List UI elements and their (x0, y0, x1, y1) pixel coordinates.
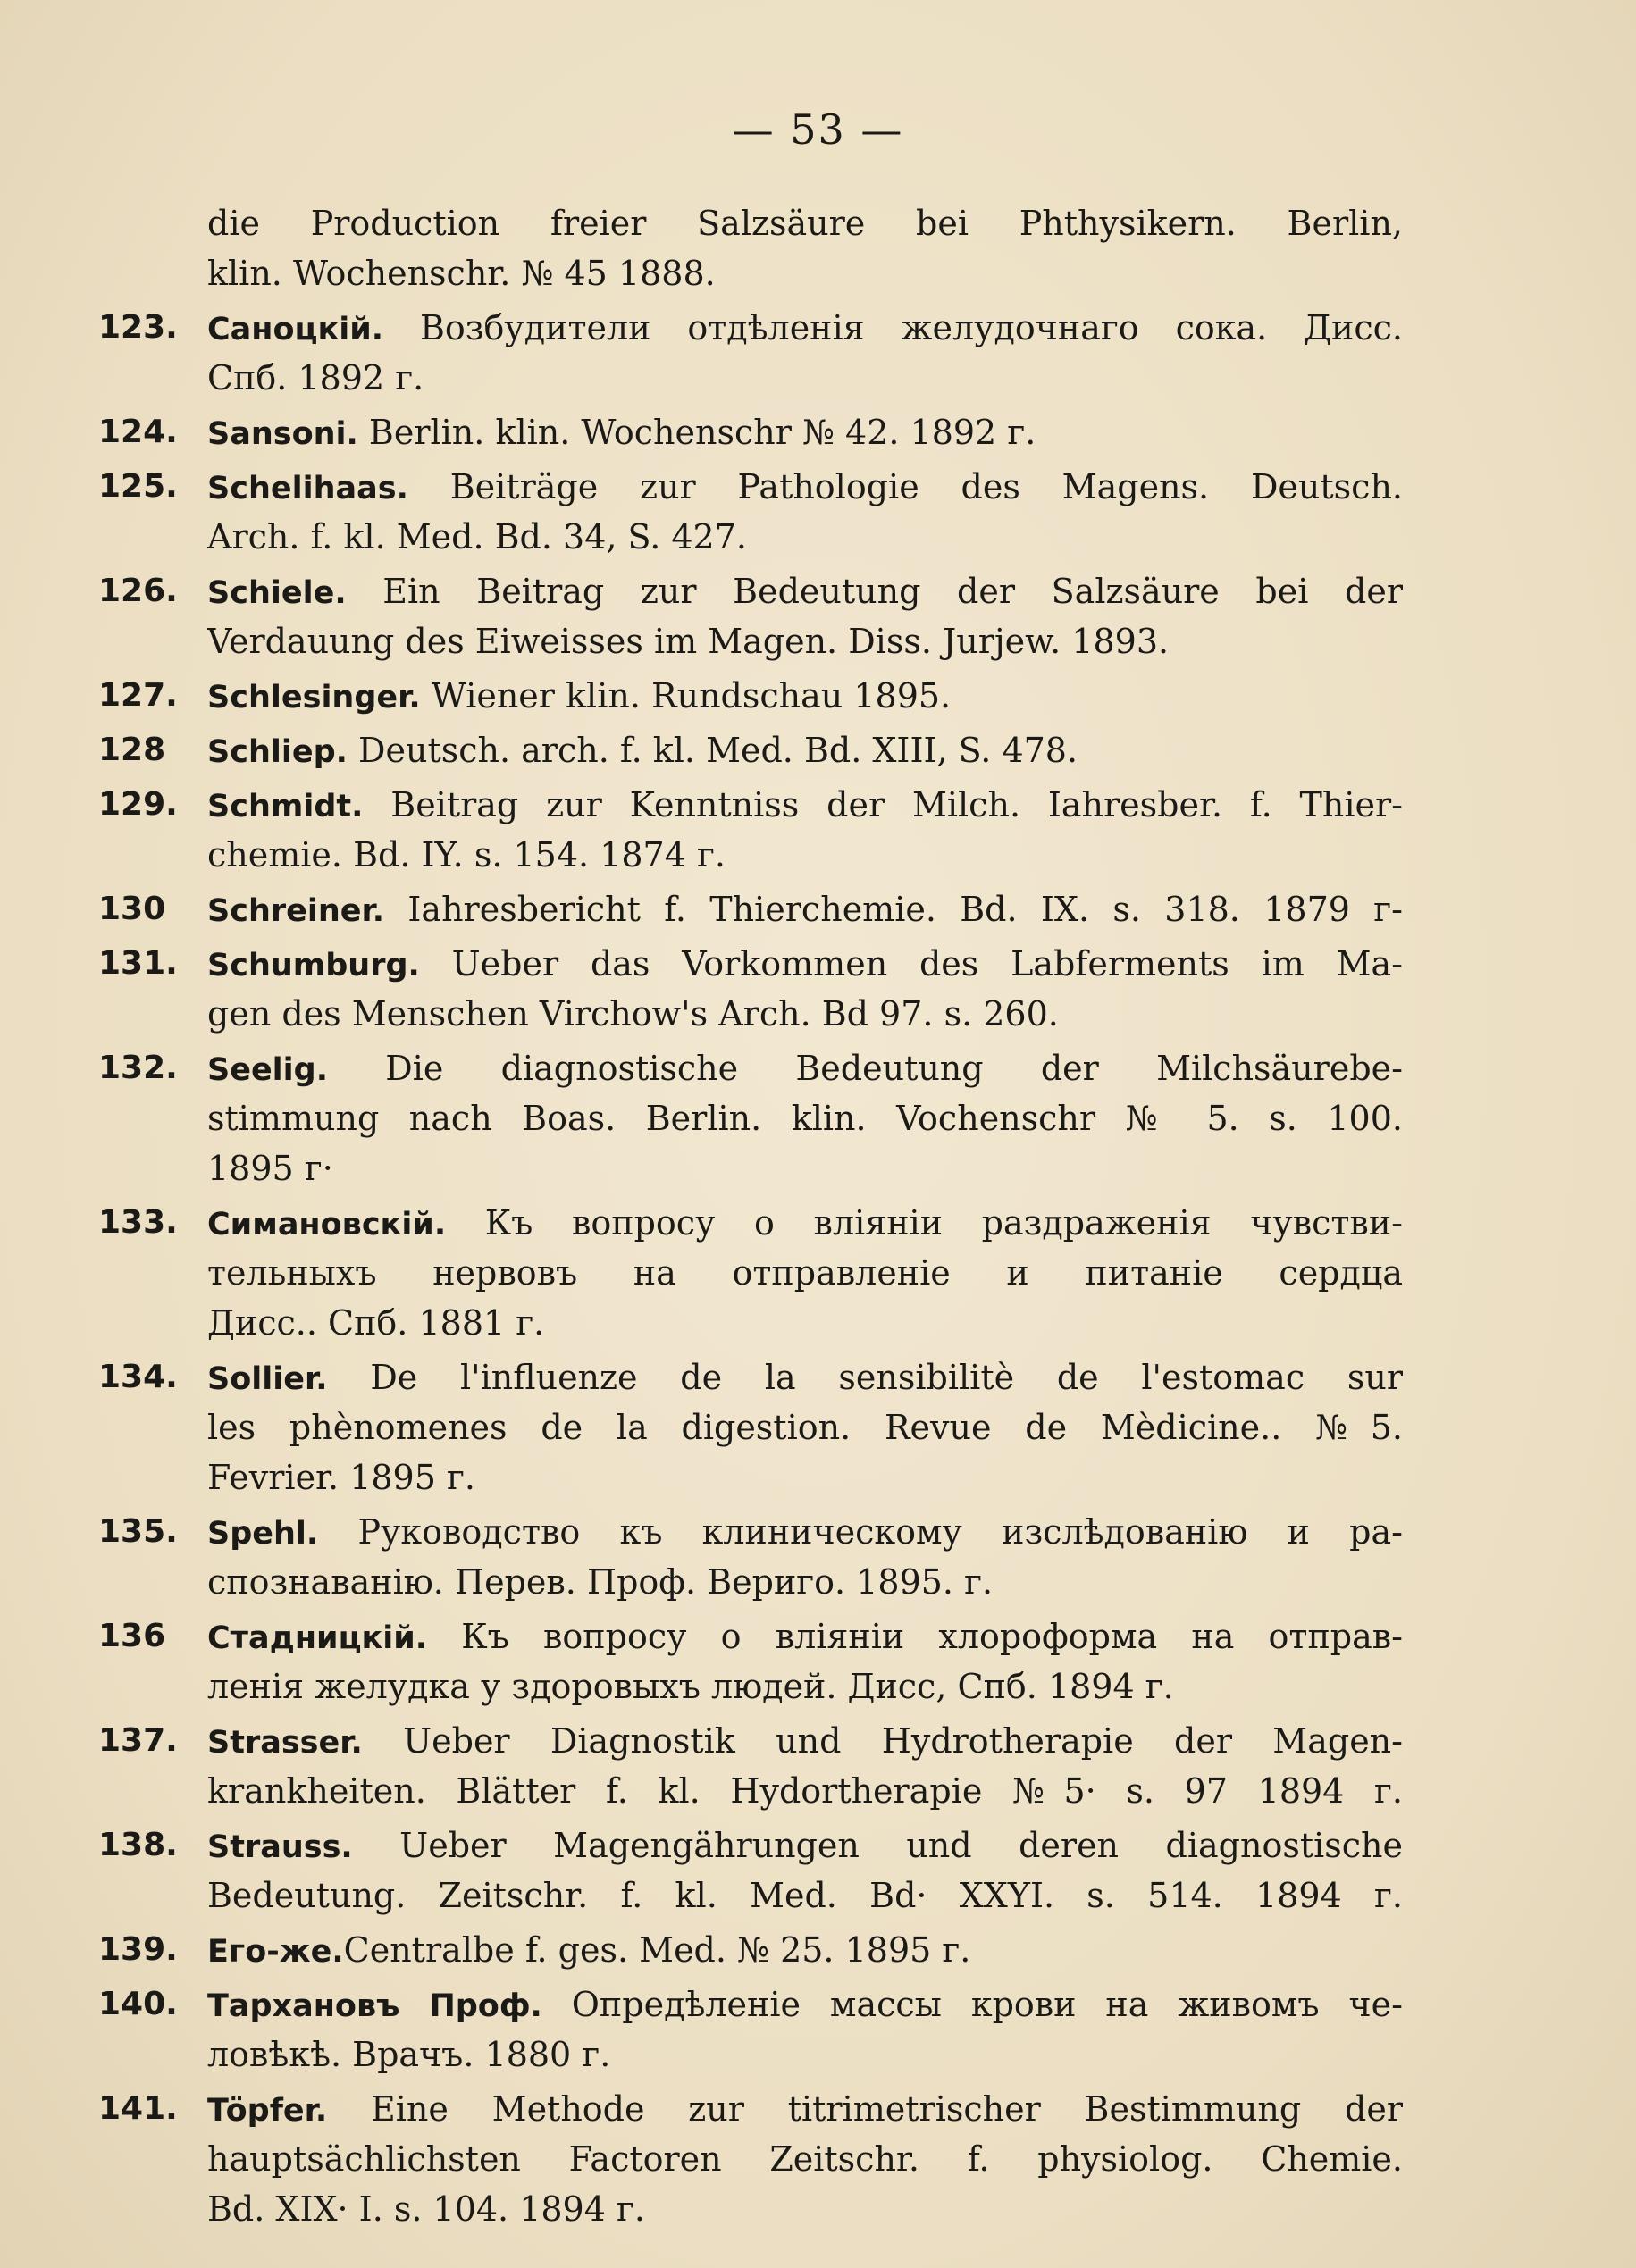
entry-line (207, 1557, 1403, 1607)
entry-line (207, 1766, 1403, 1816)
entry-line-text: Спб. 1892 г. (207, 358, 424, 398)
entry-number: 128 (98, 732, 166, 768)
entry-line (207, 1925, 1403, 1975)
entry-line-text: Bd. XIX· I. s. 104. 1894 г. (207, 2189, 645, 2229)
bibliography-entry (98, 1716, 1403, 1816)
entry-line-text: Къ вопросу о вліяніи хлороформа на отправ- (427, 1617, 1403, 1656)
entry-line-text: Berlin. klin. Wochenschr № 42. 1892 г. (357, 413, 1036, 452)
entry-line (207, 2134, 1403, 2184)
entry-line-text: stimmung nach Boas. Berlin. klin. Vochenschr № 5. s. 100. (207, 1099, 1403, 1138)
entry-line-text: gen des Menschen Virchow's Arch. Bd 97. s. 260. (207, 994, 1059, 1034)
entry-line (207, 1298, 1403, 1348)
entry-line-text: krankheiten. Blätter f. kl. Hydortherapie №5· s. 97 1894 г. (207, 1771, 1403, 1811)
entry-line (207, 616, 1403, 666)
entry-number: 140. (98, 1986, 178, 2022)
entry-text (207, 884, 1403, 934)
entry-line-text: 1895 г· (207, 1149, 333, 1188)
entry-number: 138. (98, 1827, 178, 1863)
entry-line-text: Beitrag zur Kenntniss der Milch. Iahresber. f. Thier- (363, 785, 1403, 824)
entry-text (207, 1198, 1403, 1348)
entry-text (207, 725, 1403, 775)
entry-line-text: Verdauung des Eiweisses im Magen. Diss. Jurjew. 1893. (207, 622, 1170, 661)
entry-line-text: Ueber das Vorkommen des Labferments im Ma- (419, 944, 1403, 983)
bibliography-entry (98, 939, 1403, 1039)
bibliography-entry (98, 725, 1403, 775)
entry-line-text: Дисс.. Спб. 1881 г. (207, 1303, 545, 1343)
entry-line (207, 884, 1403, 934)
entry-line (207, 1143, 1403, 1193)
entry-line (207, 1870, 1403, 1921)
entry-author: Strasser. (207, 1725, 363, 1761)
entry-line (207, 353, 1403, 403)
entry-line-text: Къ вопросу о вліяніи раздраженія чувстви- (446, 1203, 1403, 1243)
entry-author: Его-же. (207, 1934, 344, 1970)
entry-text (207, 462, 1403, 562)
entry-author: Тархановъ Проф. (207, 1988, 542, 2024)
bibliography-entry (98, 1611, 1403, 1711)
entry-line-text: Centralbe f. ges. Med. № 25. 1895 г. (343, 1930, 971, 1970)
entry-line-text: Deutsch. arch. f. kl. Med. Bd. XIII, S. 478. (347, 731, 1078, 770)
entry-line-text: die Production freier Salzsäure bei Phthysikern. Berlin, (207, 204, 1403, 243)
entry-line-text: Eine Methode zur titrimetrischer Bestimmung der (327, 2089, 1403, 2129)
entry-number: 132. (98, 1050, 178, 1086)
entry-number: 136 (98, 1618, 166, 1654)
entry-line-text: Возбудители отдѣленія желудочнаго сока. Дисс. (383, 308, 1403, 347)
entry-author: Саноцкій. (207, 312, 384, 347)
entry-text (207, 1611, 1403, 1711)
entry-line (207, 1198, 1403, 1248)
entry-line-text: тельныхъ нервовъ на отправленіе и питаніе сердца (207, 1253, 1403, 1293)
entry-author: Strauss. (207, 1829, 353, 1865)
bibliography-list (98, 198, 1403, 2234)
entry-number: 139. (98, 1931, 178, 1968)
entry-number: 135. (98, 1513, 178, 1550)
entry-line (207, 830, 1403, 880)
entry-line-text: ловѣкѣ. Врачъ. 1880 г. (207, 2035, 611, 2074)
entry-line (207, 1820, 1403, 1870)
entry-number: 123. (98, 309, 178, 346)
entry-line-text: Bedeutung. Zeitschr. f. kl. Med. Bd· XXYI. s. 514. 1894 г. (207, 1876, 1403, 1915)
entry-line (207, 1352, 1403, 1402)
bibliography-entry (98, 1979, 1403, 2080)
bibliography-entry (98, 1925, 1403, 1975)
entry-line (207, 780, 1403, 830)
entry-text (207, 780, 1403, 880)
entry-line (207, 462, 1403, 512)
entry-author: Spehl. (207, 1516, 319, 1552)
entry-author: Schiele. (207, 575, 347, 611)
entry-text (207, 1352, 1403, 1502)
entry-author: Seelig. (207, 1052, 329, 1088)
entry-line (207, 1507, 1403, 1557)
entry-author: Schmidt. (207, 789, 364, 824)
entry-author: Schreiner. (207, 893, 385, 929)
entry-number: 137. (98, 1722, 178, 1759)
page-number: — 53 — (732, 105, 904, 154)
entry-author: Schelihaas. (207, 471, 408, 506)
entry-line (207, 2084, 1403, 2134)
bibliography-entry (98, 1198, 1403, 1348)
entry-line-text: спознаванію. Перев. Проф. Вериго. 1895. г. (207, 1562, 994, 1602)
entry-text (207, 303, 1403, 403)
entry-line (207, 2029, 1403, 2080)
entry-line-text: chemie. Bd. IY. s. 154. 1874 г. (207, 835, 726, 875)
entry-line (207, 1979, 1403, 2029)
entry-text (207, 1979, 1403, 2080)
entry-line (207, 303, 1403, 353)
entry-author: Стадницкій. (207, 1620, 428, 1656)
bibliography-entry (98, 884, 1403, 934)
bibliography-entry (98, 407, 1403, 457)
entry-line-text: Arch. f. kl. Med. Bd. 34, S. 427. (207, 517, 747, 557)
entry-author: Schliep. (207, 734, 348, 770)
entry-text (207, 2084, 1403, 2234)
entry-author: Schlesinger. (207, 680, 421, 716)
bibliography-entry (98, 303, 1403, 403)
entry-line (207, 1248, 1403, 1298)
entry-line (207, 198, 1403, 248)
entry-line (207, 512, 1403, 562)
entry-text (207, 1716, 1403, 1816)
entry-line (207, 566, 1403, 616)
entry-line-text: Ueber Diagnostik und Hydrotherapie der Magen- (362, 1721, 1403, 1761)
entry-text (207, 407, 1403, 457)
entry-line (207, 1716, 1403, 1766)
bibliography-entry (98, 198, 1403, 298)
entry-line-text: klin. Wochenschr. № 45 1888. (207, 254, 716, 293)
entry-number: 131. (98, 945, 178, 982)
bibliography-entry (98, 671, 1403, 721)
entry-text (207, 198, 1403, 298)
entry-author: Schumburg. (207, 948, 420, 983)
entry-line (207, 2184, 1403, 2234)
entry-text (207, 1043, 1403, 1193)
entry-number: 130 (98, 891, 166, 927)
entry-line (207, 1661, 1403, 1711)
entry-line (207, 939, 1403, 989)
entry-line-text: Опредѣленіе массы крови на живомъ че- (541, 1985, 1403, 2024)
bibliography-entry (98, 1352, 1403, 1502)
entry-line-text: Ein Beitrag zur Bedeutung der Salzsäure bei der (346, 572, 1403, 611)
entry-line-text: Ueber Magengährungen und deren diagnostische (352, 1826, 1403, 1865)
entry-text (207, 566, 1403, 666)
entry-author: Sansoni. (207, 416, 358, 452)
entry-line-text: les phènomenes de la digestion. Revue de Mèdicine.. №5. (207, 1408, 1403, 1447)
bibliography-entry (98, 1507, 1403, 1607)
bibliography-entry (98, 2084, 1403, 2234)
entry-number: 126. (98, 573, 178, 609)
entry-line-text: De l'influenze de la sensibilitè de l'estomac sur (327, 1358, 1403, 1397)
entry-line-text: hauptsächlichsten Factoren Zeitschr. f. physiolog. Chemie. (207, 2139, 1403, 2179)
entry-line-text: Iahresbericht f. Thierchemie. Bd. IX. s. 318. 1879 г- (384, 890, 1403, 929)
bibliography-entry (98, 1043, 1403, 1193)
entry-line (207, 1402, 1403, 1452)
entry-number: 134. (98, 1359, 178, 1395)
entry-author: Töpfer. (207, 2093, 328, 2129)
entry-line-text: ленія желудка у здоровыхъ людей. Дисс, Спб. 1894 г. (207, 1667, 1174, 1706)
entry-number: 125. (98, 468, 178, 505)
entry-line (207, 725, 1403, 775)
entry-line (207, 407, 1403, 457)
entry-author: Симановскій. (207, 1207, 447, 1243)
entry-number: 133. (98, 1204, 178, 1241)
entry-line (207, 1452, 1403, 1502)
entry-line-text: Fevrier. 1895 г. (207, 1458, 475, 1497)
bibliography-entry (98, 780, 1403, 880)
bibliography-entry (98, 1820, 1403, 1921)
entry-line (207, 671, 1403, 721)
entry-number: 124. (98, 414, 178, 450)
bibliography-entry (98, 566, 1403, 666)
entry-text (207, 671, 1403, 721)
entry-author: Sollier. (207, 1361, 328, 1397)
entry-line (207, 1093, 1403, 1143)
entry-number: 129. (98, 786, 178, 823)
entry-text (207, 1925, 1403, 1975)
entry-text (207, 939, 1403, 1039)
entry-text (207, 1507, 1403, 1607)
entry-line (207, 248, 1403, 298)
entry-line (207, 1043, 1403, 1093)
entry-number: 127. (98, 677, 178, 714)
entry-line-text: Die diagnostische Bedeutung der Milchsäurebe- (328, 1049, 1403, 1088)
entry-line (207, 989, 1403, 1039)
entry-line-text: Wiener klin. Rundschau 1895. (420, 676, 952, 716)
entry-text (207, 1820, 1403, 1921)
entry-line-text: Руководство къ клиническому изслѣдованію и ра- (318, 1512, 1403, 1552)
entry-number: 141. (98, 2090, 178, 2127)
entry-line-text: Beiträge zur Pathologie des Magens. Deutsch. (407, 467, 1403, 506)
bibliography-entry (98, 462, 1403, 562)
entry-line (207, 1611, 1403, 1661)
